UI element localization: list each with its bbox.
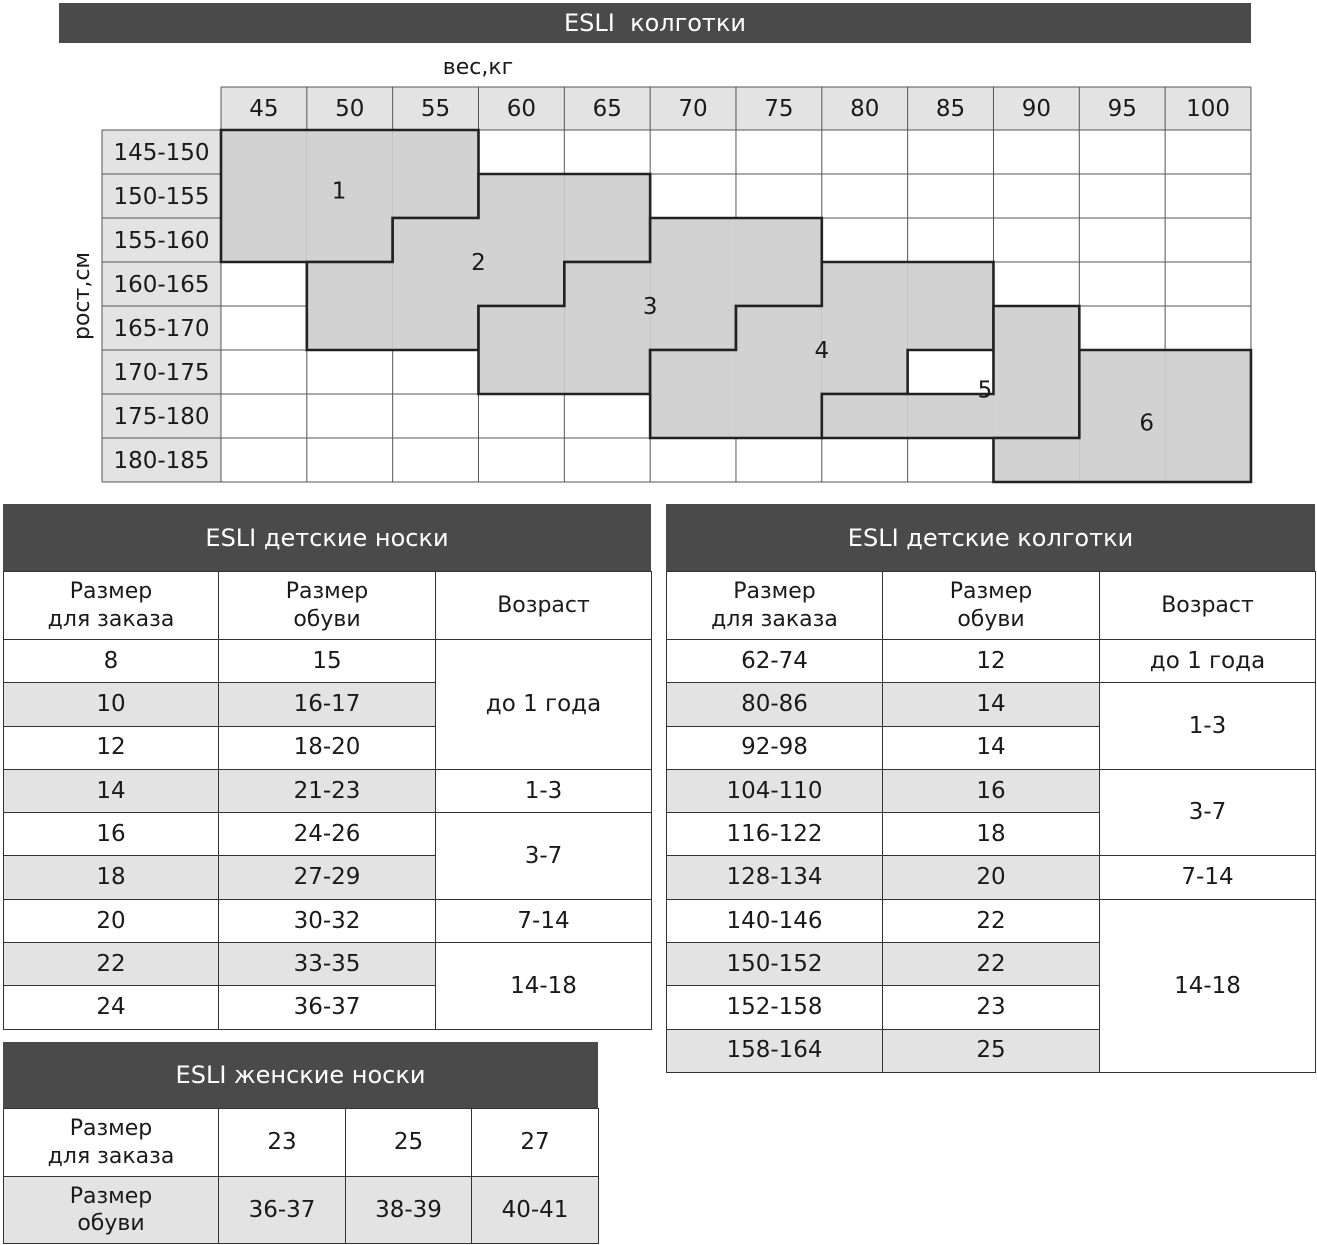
women-socks-table	[3, 1108, 599, 1244]
order-size-cell: 80-86	[667, 683, 883, 726]
height-row-label: 160-165	[113, 272, 210, 298]
weight-header: 80	[850, 96, 880, 122]
order-size-cell: 22	[4, 943, 219, 986]
order-size-cell: 12	[4, 726, 219, 769]
order-size-cell: 10	[4, 683, 219, 726]
order-size-cell: 104-110	[667, 769, 883, 812]
women-socks-title: ESLI женские носки	[3, 1042, 598, 1108]
weight-header: 60	[506, 96, 537, 122]
kids-socks-table	[3, 571, 652, 1030]
age-cell: 1-3	[436, 769, 652, 812]
table-row	[667, 856, 1316, 899]
kids-socks-title: ESLI детские носки	[3, 504, 651, 571]
order-size-cell: 62-74	[667, 640, 883, 683]
age-cell: 7-14	[1100, 856, 1316, 899]
size-zone-label: 5	[977, 377, 993, 404]
weight-header: 65	[592, 96, 622, 122]
table-row	[4, 943, 652, 986]
size-zone-label: 4	[814, 338, 830, 364]
height-row-label: 180-185	[113, 448, 210, 474]
height-row-label: 175-180	[113, 404, 210, 430]
age-cell: 3-7	[1100, 769, 1316, 856]
height-row-label: 155-160	[113, 228, 210, 254]
shoe-size-cell: 16	[883, 769, 1100, 812]
age-header: Возраст	[1100, 572, 1316, 640]
shoe-size-cell: 25	[883, 1029, 1100, 1072]
age-header: Возраст	[436, 572, 652, 640]
shoe-size-cell: 14	[883, 683, 1100, 726]
table-row	[4, 640, 652, 683]
shoe-size-cell: 22	[883, 943, 1100, 986]
shoe-size-cell: 20	[883, 856, 1100, 899]
order-size-header: Размер для заказа	[4, 572, 219, 640]
order-size-cell: 14	[4, 769, 219, 812]
height-row-label: 170-175	[113, 360, 210, 386]
age-cell: до 1 года	[1100, 640, 1316, 683]
weight-axis-label: вес,кг	[442, 55, 514, 80]
shoe-size-cell: 23	[883, 986, 1100, 1029]
table-row	[4, 769, 652, 812]
shoe-size-header: Размер обуви	[883, 572, 1100, 640]
size-zone-label: 6	[1139, 410, 1155, 437]
shoe-size-cell: 12	[883, 640, 1100, 683]
weight-header: 75	[764, 96, 794, 122]
table-row	[4, 899, 652, 942]
shoe-size-header: Размер обуви	[4, 1177, 219, 1244]
shoe-size-header: Размер обуви	[219, 572, 436, 640]
kids-tights-title: ESLI детские колготки	[666, 504, 1315, 571]
order-size-cell: 152-158	[667, 986, 883, 1029]
weight-header: 85	[935, 96, 966, 122]
weight-header: 45	[249, 96, 279, 122]
age-cell: до 1 года	[436, 640, 652, 770]
order-size-cell: 140-146	[667, 899, 883, 942]
table-row	[667, 769, 1316, 812]
weight-header: 90	[1021, 96, 1052, 122]
age-cell: 1-3	[1100, 683, 1316, 770]
shoe-size-cell: 40-41	[472, 1177, 599, 1244]
size-zone-label: 2	[471, 250, 486, 276]
height-axis-label: рост,см	[70, 251, 95, 341]
weight-header: 50	[335, 96, 365, 122]
height-row-label: 165-170	[113, 316, 210, 342]
order-size-cell: 24	[4, 986, 219, 1029]
order-size-cell: 128-134	[667, 856, 883, 899]
shoe-size-cell: 14	[883, 726, 1100, 769]
kids-tights-table	[666, 571, 1316, 1073]
table-row	[667, 899, 1316, 942]
order-size-header: Размер для заказа	[667, 572, 883, 640]
size-zone-label: 3	[642, 294, 658, 320]
shoe-size-cell: 18	[883, 813, 1100, 856]
tights-size-grid	[0, 0, 1317, 500]
age-cell: 14-18	[436, 943, 652, 1030]
weight-header: 55	[420, 96, 451, 122]
weight-header: 95	[1107, 96, 1137, 122]
age-cell: 14-18	[1100, 899, 1316, 1072]
weight-header: 70	[678, 96, 708, 122]
shoe-size-cell: 33-35	[219, 943, 436, 986]
shoe-size-cell: 22	[883, 899, 1100, 942]
shoe-size-cell: 16-17	[219, 683, 436, 726]
order-size-cell: 150-152	[667, 943, 883, 986]
order-size-row	[4, 1109, 599, 1177]
table-row	[667, 640, 1316, 683]
shoe-size-cell: 21-23	[219, 769, 436, 812]
order-size-cell: 20	[4, 899, 219, 942]
table-row	[4, 813, 652, 856]
order-size-cell: 158-164	[667, 1029, 883, 1072]
order-size-header: Размер для заказа	[4, 1109, 219, 1177]
shoe-size-cell: 36-37	[219, 1177, 346, 1244]
table-row	[667, 683, 1316, 726]
height-row-label: 145-150	[113, 140, 210, 166]
shoe-size-cell: 30-32	[219, 899, 436, 942]
shoe-size-cell: 38-39	[346, 1177, 472, 1244]
order-size-cell: 23	[219, 1109, 346, 1177]
height-row-label: 150-155	[113, 184, 210, 210]
order-size-cell: 92-98	[667, 726, 883, 769]
shoe-size-cell: 24-26	[219, 813, 436, 856]
age-cell: 3-7	[436, 813, 652, 900]
age-cell: 7-14	[436, 899, 652, 942]
order-size-cell: 8	[4, 640, 219, 683]
shoe-size-cell: 18-20	[219, 726, 436, 769]
tights-title: ESLI колготки	[59, 3, 1251, 43]
shoe-size-cell: 27-29	[219, 856, 436, 899]
order-size-cell: 25	[346, 1109, 472, 1177]
shoe-size-row	[4, 1177, 599, 1244]
order-size-cell: 116-122	[667, 813, 883, 856]
size-zone-label: 1	[331, 178, 347, 205]
shoe-size-cell: 15	[219, 640, 436, 683]
order-size-cell: 27	[472, 1109, 599, 1177]
order-size-cell: 16	[4, 813, 219, 856]
shoe-size-cell: 36-37	[219, 986, 436, 1029]
weight-header: 100	[1186, 96, 1230, 122]
order-size-cell: 18	[4, 856, 219, 899]
